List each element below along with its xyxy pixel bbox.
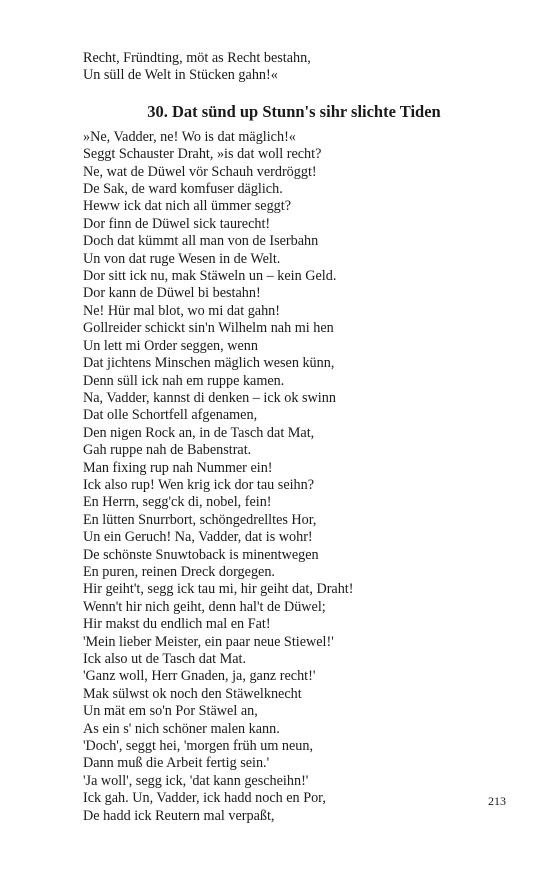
- page-body: [83, 50, 483, 825]
- poem-line: En lütten Snurrbort, schöngedrelltes Hor,: [83, 511, 317, 528]
- poem-line: Dor kann de Düwel bi bestahn!: [83, 285, 261, 302]
- poem-line: Ick also rup! Wen krig ick dor tau seihn?: [83, 476, 315, 493]
- poem-line: Denn süll ick nah em ruppe kamen.: [83, 372, 285, 389]
- poem-line: Un von dat ruge Wesen in de Welt.: [83, 250, 281, 267]
- poem-line: De Sak, de ward komfuser däglich.: [83, 181, 283, 198]
- poem-line: En puren, reinen Dreck dorgegen.: [83, 563, 275, 580]
- poem-line: En Herrn, segg'ck di, nobel, fein!: [83, 494, 272, 511]
- poem-line: Dann muß die Arbeit fertig sein.': [83, 755, 270, 772]
- poem-line: As ein s' nich schöner malen kann.: [83, 720, 280, 737]
- poem-line: Hir makst du endlich mal en Fat!: [83, 616, 271, 633]
- poem-body: [83, 129, 483, 825]
- poem-line: Gollreider schickt sin'n Wilhelm nah mi hen: [83, 320, 334, 337]
- poem-line: Un lett mi Order seggen, wenn: [83, 337, 258, 354]
- poem-line: Dat jichtens Minschen mäglich wesen künn,: [83, 355, 335, 372]
- poem-line: Ick gah. Un, Vadder, ick hadd noch en Por,: [83, 790, 326, 807]
- poem-line: 'Ja woll', segg ick, 'dat kann gescheihn!': [83, 772, 309, 789]
- poem-line: 'Doch', seggt hei, 'morgen früh um neun,: [83, 738, 314, 755]
- text-line: Recht, Fründting, möt as Recht bestahn,: [83, 50, 311, 66]
- poem-line: 'Ganz woll, Herr Gnaden, ja, ganz recht!': [83, 668, 316, 685]
- poem-line: Wenn't hir nich geiht, denn hal't de Düwel;: [83, 598, 326, 615]
- section-heading: 30. Dat sünd up Stunn's sihr slichte Tiden: [147, 101, 441, 121]
- poem-line: Dor sitt ick nu, mak Stäweln un – kein Geld.: [83, 268, 337, 285]
- poem-line: Doch dat kümmt all man von de Iserbahn: [83, 233, 319, 250]
- top-stanza: [83, 50, 483, 85]
- poem-line: Mak sülwst ok noch den Stäwelknecht: [83, 685, 302, 702]
- poem-line: Ick also ut de Tasch dat Mat.: [83, 651, 247, 667]
- poem-line: Den nigen Rock an, in de Tasch dat Mat,: [83, 424, 315, 441]
- page-number: 213: [488, 794, 506, 808]
- poem-line: De hadd ick Reutern mal verpaßt,: [83, 807, 275, 824]
- poem-line: Un ein Geruch! Na, Vadder, dat is wohr!: [83, 529, 313, 546]
- poem-line: Ne, wat de Düwel vör Schauh verdröggt!: [83, 163, 317, 180]
- poem-line: Man fixing rup nah Nummer ein!: [83, 459, 273, 476]
- poem-line: »Ne, Vadder, ne! Wo is dat mäglich!«: [83, 128, 296, 145]
- poem-line: Gah ruppe nah de Babenstrat.: [83, 442, 252, 459]
- poem-line: Seggt Schauster Draht, »is dat woll recht?: [83, 146, 322, 163]
- poem-line: 'Mein lieber Meister, ein paar neue Stiewel!': [83, 633, 334, 650]
- poem-line: Hir geiht't, segg ick tau mi, hir geiht dat, Draht!: [83, 581, 354, 598]
- poem-line: Dor finn de Düwel sick taurecht!: [83, 215, 271, 232]
- poem-line: Un mät em so'n Por Stäwel an,: [83, 703, 258, 720]
- poem-line: Dat olle Schortfell afgenamen,: [83, 407, 258, 424]
- poem-line: Heww ick dat nich all ümmer seggt?: [83, 198, 292, 215]
- text-line: Un süll de Welt in Stücken gahn!«: [83, 67, 278, 84]
- poem-line: Na, Vadder, kannst di denken – ick ok swinn: [83, 389, 336, 406]
- poem-line: Ne! Hür mal blot, wo mi dat gahn!: [83, 302, 281, 319]
- poem-line: De schönste Snuwtoback is minentwegen: [83, 546, 319, 563]
